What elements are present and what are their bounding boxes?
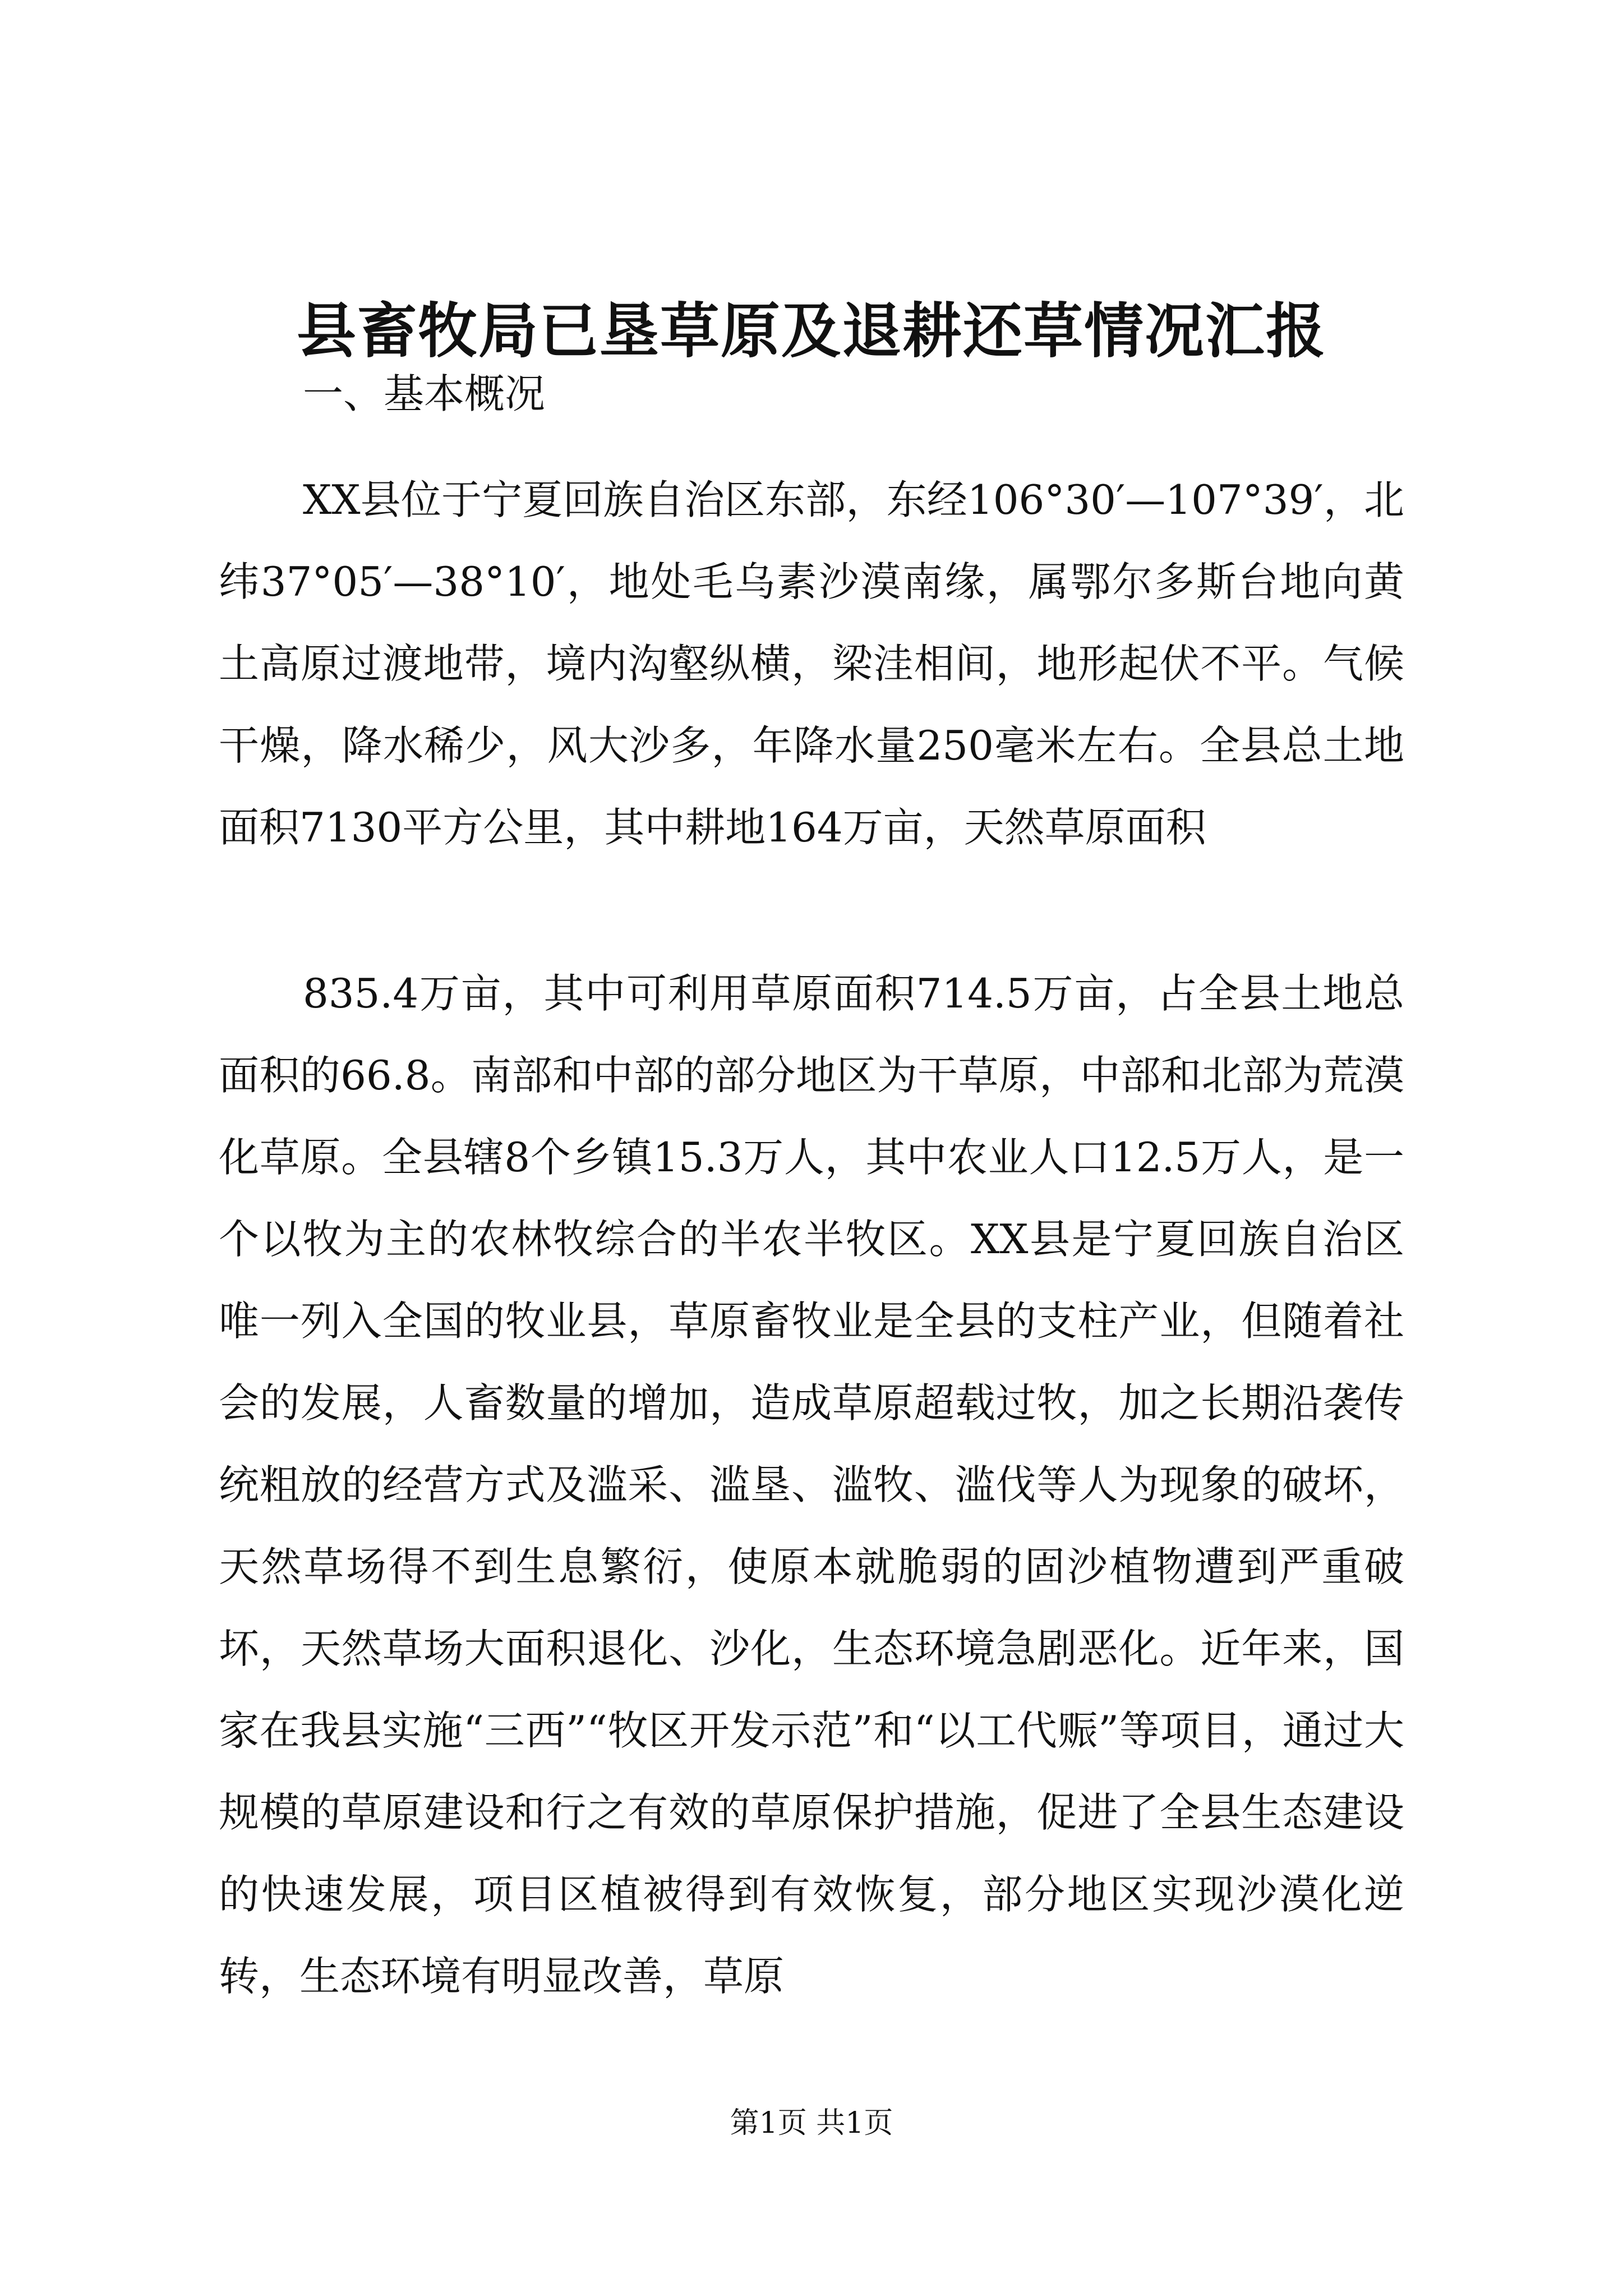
document-title: 县畜牧局已垦草原及退耕还草情况汇报 xyxy=(297,296,1326,366)
page-footer: 第1页 共1页 xyxy=(730,2106,893,2140)
section-heading: 一、基本概况 xyxy=(303,370,546,417)
body-paragraph-1: XX县位于宁夏回族自治区东部，东经106°30′—107°39′，北纬37°05′—38°10′，地处毛乌素沙漠南缘，属鄂尔多斯台地向黄土高原过渡地带，境内沟壑纵横，梁洼相间，地形起伏不平。气候干燥，降水稀少，风大沙多，年降水量250毫米左右。全县总土地面积7130平方公里，其中耕地164万亩，天然草原面积 xyxy=(219,476,1404,851)
body-paragraph-2: 835.4万亩，其中可利用草原面积714.5万亩，占全县土地总面积的66.8。南部和中部的部分地区为干草原，中部和北部为荒漠化草原。全县辖8个乡镇15.3万人，其中农业人口12.5万人，是一个以牧为主的农林牧综合的半农半牧区。XX县是宁夏回族自治区唯一列入全国的牧业县，草原畜牧业是全县的支柱产业，但随着社会的发展，人畜数量的增加，造成草原超载过牧，加之长期沿袭传统粗放的经营方式及滥采、滥垦、滥牧、滥伐等人为现象的破坏，天然草场得不到生息繁衍，使原本就脆弱的固沙植物遭到严重破坏，天然草场大面积退化、沙化，生态环境急剧恶化。近年来，国家在我县实施“三西”“牧区开发示范”和“以工代赈”等项目，通过大规模的草原建设和行之有效的草原保护措施，促进了全县生态建设的快速发展，项目区植被得到有效恢复，部分地区实现沙漠化逆转，生态环境有明显改善，草原 xyxy=(219,970,1404,2000)
